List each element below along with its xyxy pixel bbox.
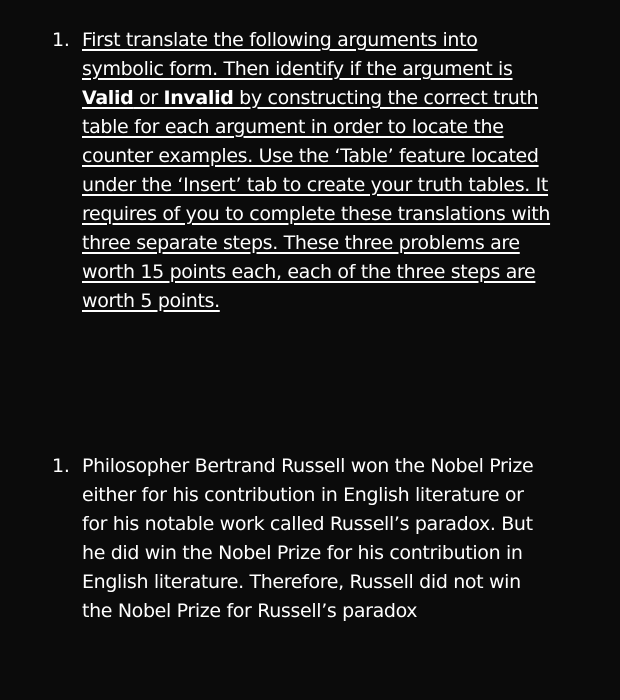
invalid-keyword: Invalid [163, 87, 234, 109]
text-line: worth 15 points each, each of the three steps are [82, 261, 536, 283]
text-line: either for his contribution in English literature or [82, 484, 524, 506]
text-line: the Nobel Prize for Russell’s paradox [82, 600, 418, 622]
text-line: English literature. Therefore, Russell did not win [82, 571, 521, 593]
text-line [82, 84, 604, 113]
text-fragment: or [133, 87, 164, 109]
instructions-paragraph [82, 26, 604, 316]
valid-keyword: Valid [82, 87, 134, 109]
text-line: requires of you to complete these translations with [82, 203, 551, 225]
list-number: 1. [52, 29, 70, 51]
text-fragment: by constructing the correct truth [233, 87, 539, 109]
text-line: worth 5 points. [82, 290, 220, 312]
text-line: counter examples. Use the ‘Table’ feature located [82, 145, 539, 167]
text-line: three separate steps. These three problems are [82, 232, 520, 254]
problem-list-item [52, 452, 604, 626]
text-line: First translate the following arguments into [82, 29, 478, 51]
problem-paragraph [82, 452, 604, 626]
list-number: 1. [52, 455, 70, 477]
text-line: table for each argument in order to locate the [82, 116, 504, 138]
text-line: for his notable work called Russell’s paradox. But [82, 513, 533, 535]
text-line: he did win the Nobel Prize for his contribution in [82, 542, 523, 564]
text-line: under the ‘Insert’ tab to create your truth tables. It [82, 174, 549, 196]
instructions-list-item [52, 26, 604, 316]
text-line: symbolic form. Then identify if the argument is [82, 58, 513, 80]
text-line: Philosopher Bertrand Russell won the Nobel Prize [82, 455, 534, 477]
